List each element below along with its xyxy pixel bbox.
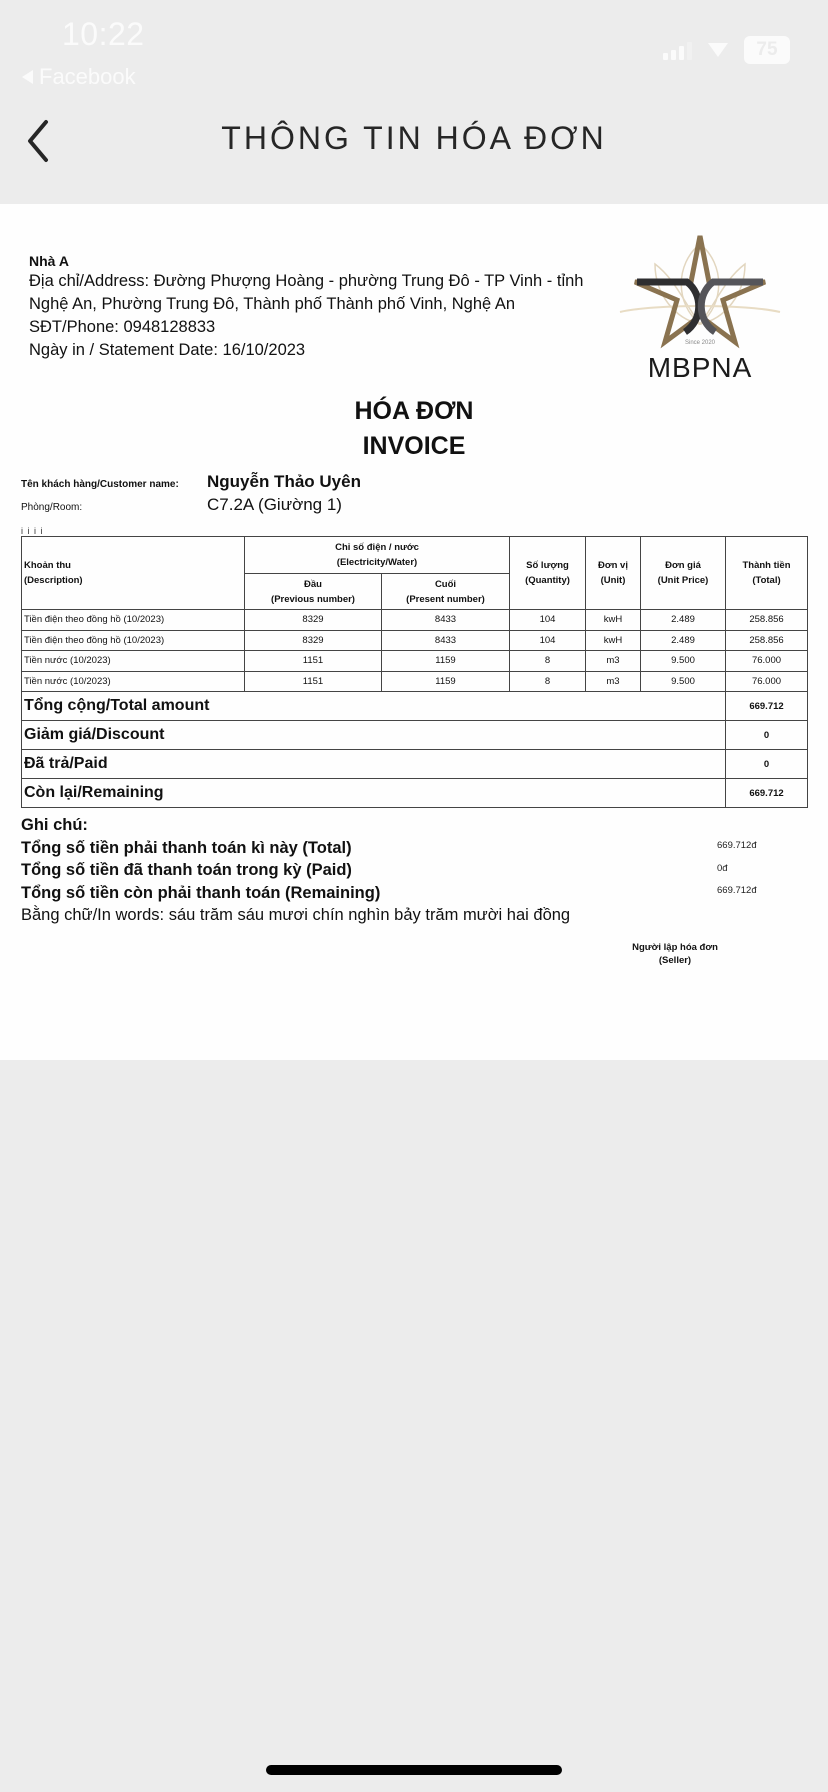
back-to-app-link[interactable] [22, 64, 136, 90]
cell-previous: 1151 [245, 671, 382, 692]
home-indicator[interactable] [266, 1765, 562, 1775]
summary-row-paid [22, 750, 808, 779]
invoice-title-vi: HÓA ĐƠN [354, 397, 474, 425]
cell-total: 76.000 [726, 651, 808, 672]
notes-total-value: 669.712đ [717, 840, 757, 851]
invoice-table [21, 536, 808, 808]
cell-unit: kwH [586, 630, 641, 651]
amount-in-words: Bằng chữ/In words: sáu trăm sáu mươi chín nghìn bảy trăm mười hai đồng [21, 906, 571, 924]
company-name: Nhà A [29, 253, 69, 269]
summary-value: 0 [726, 721, 808, 750]
table-row [22, 610, 808, 631]
col-header-previous: Đầu (Previous number) [245, 574, 382, 610]
room-value: C7.2A (Giường 1) [207, 495, 342, 514]
seller-label: Người lập hóa đơn [632, 942, 718, 953]
cell-present: 1159 [382, 651, 510, 672]
notes-paid-label: Tổng số tiền đã thanh toán trong kỳ (Paid) [21, 861, 352, 879]
summary-row-discount [22, 721, 808, 750]
cell-unit-price: 9.500 [641, 671, 726, 692]
company-phone: SĐT/Phone: 0948128833 [29, 318, 216, 336]
statement-date: Ngày in / Statement Date: 16/10/2023 [29, 341, 306, 359]
cell-description: Tiền điện theo đồng hồ (10/2023) [22, 610, 245, 631]
cell-unit: kwH [586, 610, 641, 631]
col-header-description: Khoản thu (Description) [22, 537, 245, 610]
cell-quantity: 8 [510, 651, 586, 672]
customer-name: Nguyễn Thảo Uyên [207, 472, 361, 491]
seller-sub: (Seller) [658, 955, 692, 966]
cell-previous: 1151 [245, 651, 382, 672]
page-title: THÔNG TIN HÓA ĐƠN [221, 120, 607, 156]
separator-dots: i i i i [21, 526, 44, 536]
col-header-unit: Đơn vị (Unit) [586, 537, 641, 610]
cell-quantity: 104 [510, 610, 586, 631]
cell-quantity: 104 [510, 630, 586, 651]
logo-since: Since 2020 [684, 340, 716, 346]
cell-description: Tiền nước (10/2023) [22, 671, 245, 692]
summary-label: Đã trả/Paid [22, 750, 726, 779]
cell-unit-price: 2.489 [641, 610, 726, 631]
col-header-quantity: Số lượng (Quantity) [510, 537, 586, 610]
cell-total: 258.856 [726, 610, 808, 631]
logo-text: MBPNA [647, 352, 753, 383]
cell-previous: 8329 [245, 630, 382, 651]
col-header-total: Thành tiền (Total) [726, 537, 808, 610]
battery-icon: 75 [744, 36, 790, 64]
cell-description: Tiền điện theo đồng hồ (10/2023) [22, 630, 245, 651]
notes-paid-value: 0đ [717, 862, 728, 874]
star-lotus-logo-icon [615, 224, 785, 354]
wifi-icon [708, 43, 728, 57]
col-header-present: Cuối (Present number) [382, 574, 510, 610]
notes-remaining-label: Tổng số tiền còn phải thanh toán (Remaining) [21, 883, 381, 902]
company-address-line1: Địa chỉ/Address: Đường Phượng Hoàng - phường Trung Đô - TP Vinh - tỉnh [29, 272, 584, 290]
status-time: 10:22 [62, 16, 145, 52]
summary-value: 0 [726, 750, 808, 779]
invoice-title-en: INVOICE [362, 432, 466, 460]
invoice-heading [0, 394, 828, 464]
notes-amounts [717, 840, 757, 908]
col-header-unit-price: Đơn giá (Unit Price) [641, 537, 726, 610]
cell-present: 1159 [382, 671, 510, 692]
customer-info [21, 472, 521, 518]
summary-label: Giảm giá/Discount [22, 721, 726, 750]
summary-label: Còn lại/Remaining [22, 779, 726, 808]
table-row [22, 651, 808, 672]
cell-total: 258.856 [726, 630, 808, 651]
back-app-label: Facebook [39, 64, 136, 89]
table-row [22, 671, 808, 692]
customer-name-label: Tên khách hàng/Customer name: [21, 479, 179, 490]
invoice-document [0, 204, 828, 1060]
table-row [22, 630, 808, 651]
cell-total: 76.000 [726, 671, 808, 692]
table-header-row [22, 537, 808, 574]
summary-value: 669.712 [726, 779, 808, 808]
cell-description: Tiền nước (10/2023) [22, 651, 245, 672]
company-address-line2: Nghệ An, Phường Trung Đô, Thành phố Thành phố Vinh, Nghệ An [29, 295, 516, 313]
notes-total-label: Tổng số tiền phải thanh toán kì này (Total) [21, 838, 352, 857]
notes-remaining-value: 669.712đ [717, 885, 757, 896]
cell-previous: 8329 [245, 610, 382, 631]
summary-label: Tổng cộng/Total amount [22, 692, 726, 721]
cellular-signal-icon [663, 40, 692, 60]
cell-unit-price: 2.489 [641, 630, 726, 651]
cell-unit: m3 [586, 651, 641, 672]
company-logo [615, 224, 785, 384]
cell-quantity: 8 [510, 671, 586, 692]
cell-present: 8433 [382, 610, 510, 631]
status-icons [663, 36, 790, 64]
notes-heading: Ghi chú: [21, 816, 88, 834]
summary-row-remaining [22, 779, 808, 808]
cell-unit: m3 [586, 671, 641, 692]
seller-signature [620, 941, 730, 967]
summary-row-total [22, 692, 808, 721]
cell-present: 8433 [382, 630, 510, 651]
back-triangle-icon [22, 70, 33, 84]
cell-unit-price: 9.500 [641, 651, 726, 672]
notes-section [21, 814, 581, 927]
col-header-meter-group: Chỉ số điện / nước (Electricity/Water) [245, 537, 510, 574]
room-label: Phòng/Room: [21, 502, 83, 513]
summary-value: 669.712 [726, 692, 808, 721]
company-info [29, 252, 589, 362]
